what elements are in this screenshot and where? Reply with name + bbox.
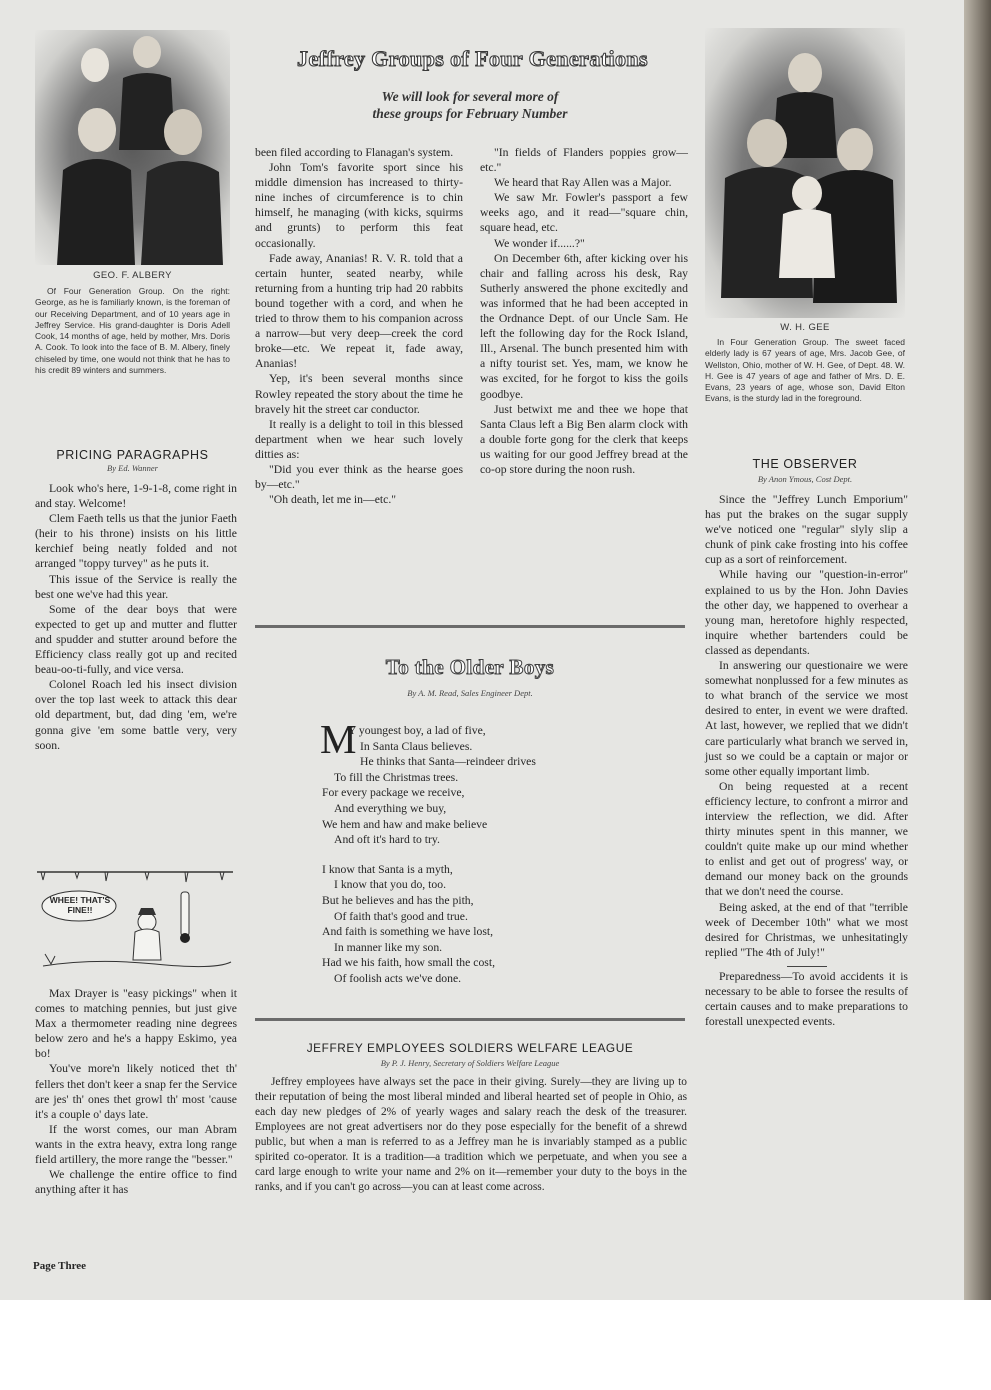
- welfare-body: [255, 1075, 687, 1195]
- section-divider: [255, 625, 685, 628]
- poem-title: To the Older Boys: [385, 655, 555, 679]
- paragraph: Clem Faeth tells us that the junior Faeth (heir to his throne) insists on his little kerchief being neatly folded and not arranged "toppy turvey" as he puts it.: [35, 512, 237, 571]
- paragraph: "Did you ever think as the hearse goes by—etc.": [255, 462, 463, 492]
- albery-caption: Of Four Generation Group. On the right: George, as he is familiarly known, is the foreman of our Receiving Department, and of 10 years age in Jeffrey Service. His grand-daughter is Doris Adell Cook, 14 months of age, held by mother, Mrs. Doris A. Cook. To look into the face of B. M. Albery, finely chiseled by time, one would not think that he has to his credit 89 winters and summers.: [35, 286, 230, 376]
- albery-name: GEO. F. ALBERY: [93, 270, 172, 281]
- cartoon-speech-line-2: FINE!!: [67, 905, 93, 915]
- paragraph: We challenge the entire office to find anything after it has: [35, 1168, 237, 1197]
- poem-line: Of foolish acts we've done.: [334, 971, 462, 985]
- poem-line: For every package we receive,: [322, 786, 465, 800]
- paragraph: Preparedness—To avoid accidents it is necessary to be able to forsee the results of certain causes and to make preparations to forestall unexpected events.: [705, 969, 908, 1029]
- cartoon-speech-line-1: WHEE! THAT'S: [49, 895, 111, 905]
- poem-line: Of faith that's good and true.: [334, 909, 468, 923]
- page-number: Page Three: [33, 1260, 87, 1272]
- pricing-byline: By Ed. Wanner: [107, 463, 158, 473]
- middle-column-1: [255, 145, 463, 507]
- poem-line: In Santa Claus believes.: [360, 739, 473, 753]
- gee-name: W. H. GEE: [780, 322, 830, 333]
- book-spine: [964, 0, 991, 1300]
- paragraph: Colonel Roach led his insect division over the top last week to attack this dear old department, but, dad ding 'em, we're gonna give 'em some battle very, very soon.: [35, 678, 237, 752]
- paragraph: Jeffrey employees have always set the pace in their giving. Surely—they are living up to their reputation of being the most liberal minded and liberal hearted set of people in Ohio, as each day new pledges of 2% of yearly wages and salary reach the desk of the treasurer. Employees are not great advertisers nor do they pose especially for the benefit of a shrewd public, but when a man is referred to as a Jeffrey man he is invariably stamped as a public spirited co-operator. It is a tradition—a tradition which we perpetuate, and when you see a card large enough to write your name and 2% on it—remember your duty to the boys in the ranks, and if you can't go across—you can at least come across.: [255, 1076, 687, 1193]
- albery-family-photo: [35, 30, 230, 265]
- poem-line: To fill the Christmas trees.: [334, 770, 459, 784]
- paragraph: It really is a delight to toil in this blessed department when we hear such lovely ditties as:: [255, 417, 463, 461]
- subtitle-line-1: We will look for several more of: [381, 89, 559, 104]
- short-divider: [787, 966, 827, 967]
- paragraph: Some of the dear boys that were expected to get up and mutter and flutter and spudder and stutter around before the Efficiency class really got up and recited beau-oo-ti-fully, and vice versa.: [35, 602, 237, 677]
- paragraph: On being requested at a recent efficiency lecture, to confront a mirror and interview the reflection, we did. After thirty minutes spent in this manner, we couldn't quite make up our mind whether to enlist and get out of progress' way, or demand our money back on the grounds that we don't need the course.: [705, 779, 908, 899]
- paragraph: Yep, it's been several months since Rowley repeated the story about the time he bravely hit the street car conductor.: [255, 372, 463, 416]
- poem-line: And oft it's hard to try.: [334, 833, 440, 847]
- observer-heading: THE OBSERVER: [752, 457, 858, 471]
- page-subtitle: [290, 88, 650, 122]
- poem-byline: By A. M. Read, Sales Engineer Dept.: [407, 688, 533, 698]
- cartoon-speech: [47, 895, 113, 915]
- paragraph: In answering our questionaire we were somewhat nonplussed for a few minutes as to what branch of the service we most desired to enter, in event we were drafted. At last, however, we replied that we didn't care particularly what branch we served in, just so we could be a captain or major or some other equally important limb.: [705, 659, 908, 778]
- paragraph: You've more'n likely noticed thet th' fellers thet don't keer a snap fer the Service are jes' th' ones thet growl th' most 'cause it's a couple o' days late.: [35, 1062, 238, 1121]
- paragraph: If the worst comes, our man Abram wants in the extra heavy, extra long range field artillery, the more range the "besser.": [35, 1122, 237, 1167]
- paragraph: We saw Mr. Fowler's passport a few weeks ago, and it read—"square chin, square head, etc.: [480, 191, 688, 235]
- pricing-text-top: [35, 481, 237, 753]
- poem-line: Y youngest boy, a lad of five,: [348, 724, 486, 737]
- paragraph: Max Drayer is "easy pickings" when it comes to matching pennies, but just give Max a thermometer reading nine degrees below zero and he's a happy Eskimo, yea bo!: [35, 987, 237, 1061]
- observer-text: [705, 492, 908, 1029]
- poem-drop-cap: M: [320, 716, 357, 762]
- paragraph: John Tom's favorite sport since his middle dimension has increased to thirty-nine inches of circumference is to chin himself, he managing (with kicks, squirms and grunts) to perform this feat occasionally.: [255, 161, 463, 250]
- poem-line: And faith is something we have lost,: [322, 925, 494, 939]
- poem-body: [320, 716, 668, 987]
- paragraph: Look who's here, 1-9-1-8, come right in and stay. Welcome!: [35, 482, 237, 511]
- paragraph: "Oh death, let me in—etc.": [269, 493, 397, 507]
- middle-column-2: [480, 145, 688, 477]
- paragraph: Just betwixt me and thee we hope that Santa Claus left a Big Ben alarm clock with a double forte gong for the clerk that keeps us waiting for our good Jeffrey bread at the co-op store during the noon rush.: [480, 402, 688, 476]
- paragraph: Being asked, at the end of that "terrible week of December 10th" what we most desired for Christmas, we unhesitatingly replied "The 4th of July!": [705, 900, 908, 959]
- paragraph: Since the "Jeffrey Lunch Emporium" has put the brakes on the sugar supply we've noticed one "regular" slyly slip a chunk of pink cake frosting into his coffee cup as a sort of reinforcement.: [705, 493, 908, 567]
- pricing-heading: PRICING PARAGRAPHS: [56, 448, 209, 462]
- pricing-text-bottom: [35, 986, 237, 1197]
- gee-photo-figures: [705, 28, 905, 318]
- cartoon: [35, 870, 235, 978]
- poem-line: I know that Santa is a myth,: [322, 862, 453, 876]
- subtitle-line-2: these groups for February Number: [372, 106, 568, 121]
- welfare-byline: By P. J. Henry, Secretary of Soldiers Welfare League: [380, 1058, 560, 1068]
- gee-caption: In Four Generation Group. The sweet faced elderly lady is 67 years of age, Mrs. Jacob Gee, of Wellston, Ohio, mother of W. H. Gee, of Dept. 48. W. H. Gee is 47 years of age and father of Mrs. D. E. Evans, 23 years of age, whose son, David Elton Evans, is the sturdy lad in the foreground.: [705, 337, 905, 404]
- poem-line: And everything we buy,: [334, 801, 447, 815]
- section-divider: [255, 1018, 685, 1021]
- paragraph: This issue of the Service is really the best one we've had this year.: [35, 572, 237, 601]
- poem-line: He thinks that Santa—reindeer drives: [360, 755, 536, 769]
- poem-line: We hem and haw and make believe: [322, 817, 488, 831]
- poem-line: I know that you do, too.: [334, 878, 446, 892]
- welfare-heading: JEFFREY EMPLOYEES SOLDIERS WELFARE LEAGUE: [306, 1041, 634, 1055]
- cartoon-drawing: [35, 870, 235, 978]
- paragraph: While having our "question-in-error" explained to us by the Hon. John Davies the other day, we happened to overhear a young man, heretofore highly respected, inquire whether bartenders could be classed as dependants.: [705, 568, 908, 657]
- paragraph: We wonder if......?": [494, 236, 585, 250]
- paragraph: On December 6th, after kicking over his chair and falling across his desk, Ray Sutherly answered the phone excitedly and was informed that he had been accepted in the Ordnance Dept. of our Uncle Sam. He left the following day for the Rock Island, Ill., Arsenal. The bunch presented him with a nifty tourist set. Yes, mam, we know he was excited, for he forgot to kiss the goils goodbye.: [480, 251, 688, 401]
- albery-photo-figures: [35, 30, 230, 265]
- paragraph: Fade away, Ananias! R. V. R. told that a certain hunter, seated nearby, while returning from a hunting trip had 20 rabbits bound together with a cord, and when he tried to throw them to his companion across a narrow—but very deep—creek the cord broke—etc. We repeat it, fade away, Ananias!: [255, 251, 463, 371]
- observer-byline: By Anon Ymous, Cost Dept.: [757, 474, 853, 484]
- paragraph: been filed according to Flanagan's system.: [255, 146, 454, 159]
- gee-family-photo: [705, 28, 905, 318]
- paragraph: "In fields of Flanders poppies grow—etc.": [480, 146, 688, 175]
- paragraph: We heard that Ray Allen was a Major.: [494, 176, 672, 190]
- page-title: Jeffrey Groups of Four Generations: [297, 46, 648, 71]
- poem-line: Had we his faith, how small the cost,: [322, 956, 496, 970]
- poem-line: But he believes and has the pith,: [322, 893, 474, 907]
- poem-line: In manner like my son.: [334, 940, 443, 954]
